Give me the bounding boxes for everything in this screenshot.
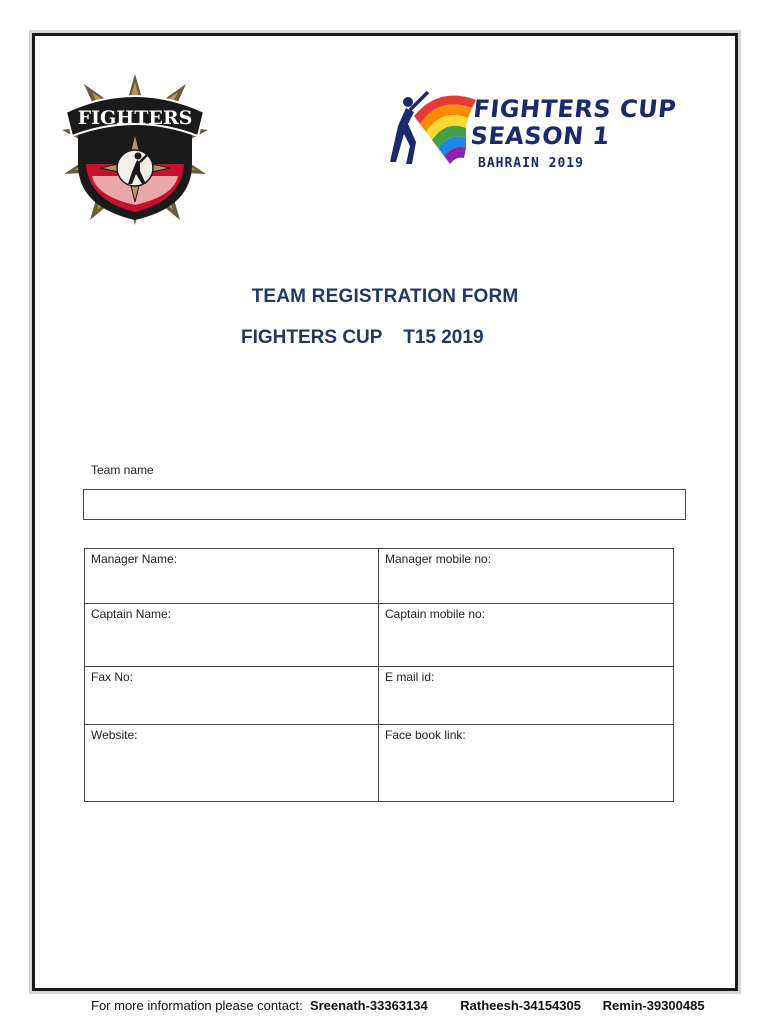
footer-contact [91, 998, 705, 1013]
manager-name-field[interactable] [85, 549, 379, 604]
facebook-field[interactable] [379, 725, 674, 802]
table-row [85, 725, 674, 802]
manager-name-label: Manager Name: [91, 552, 178, 566]
table-row [85, 667, 674, 725]
batsman-rainbow-icon [384, 86, 484, 178]
cup-title-line2: SEASON 1 [469, 122, 612, 150]
team-name-label: Team name [91, 463, 154, 477]
fighters-logo-text: FIGHTERS [77, 107, 193, 129]
fighters-logo [58, 72, 212, 227]
manager-mobile-field[interactable] [379, 549, 674, 604]
contact-sreenath: Sreenath-33363134 [309, 998, 428, 1013]
captain-mobile-field[interactable] [379, 604, 674, 667]
website-field[interactable] [85, 725, 379, 802]
contact-remin: Remin-39300485 [602, 998, 705, 1013]
fighters-emblem-icon [58, 72, 212, 227]
contact-info-table [84, 548, 674, 802]
email-label: E mail id: [385, 670, 435, 684]
facebook-label: Face book link: [385, 728, 466, 742]
captain-name-label: Captain Name: [91, 607, 172, 621]
cup-title-line1: FIGHTERS CUP [472, 95, 678, 123]
captain-mobile-label: Captain mobile no: [385, 607, 486, 621]
cup-title [469, 96, 677, 150]
form-title: TEAM REGISTRATION FORM [251, 286, 519, 307]
fax-field[interactable] [85, 667, 379, 725]
captain-name-field[interactable] [85, 604, 379, 667]
table-row [85, 604, 674, 667]
team-name-input[interactable] [83, 489, 686, 520]
form-subtitle: FIGHTERS CUP T15 2019 [241, 327, 484, 348]
email-field[interactable] [379, 667, 674, 725]
manager-mobile-label: Manager mobile no: [385, 552, 492, 566]
footer-prefix: For more information please contact: [91, 998, 303, 1013]
contact-ratheesh: Ratheesh-34154305 [460, 998, 581, 1013]
cup-location-year: BAHRAIN 2019 [478, 156, 584, 171]
fax-label: Fax No: [91, 670, 134, 684]
website-label: Website: [91, 728, 138, 742]
table-row [85, 549, 674, 604]
